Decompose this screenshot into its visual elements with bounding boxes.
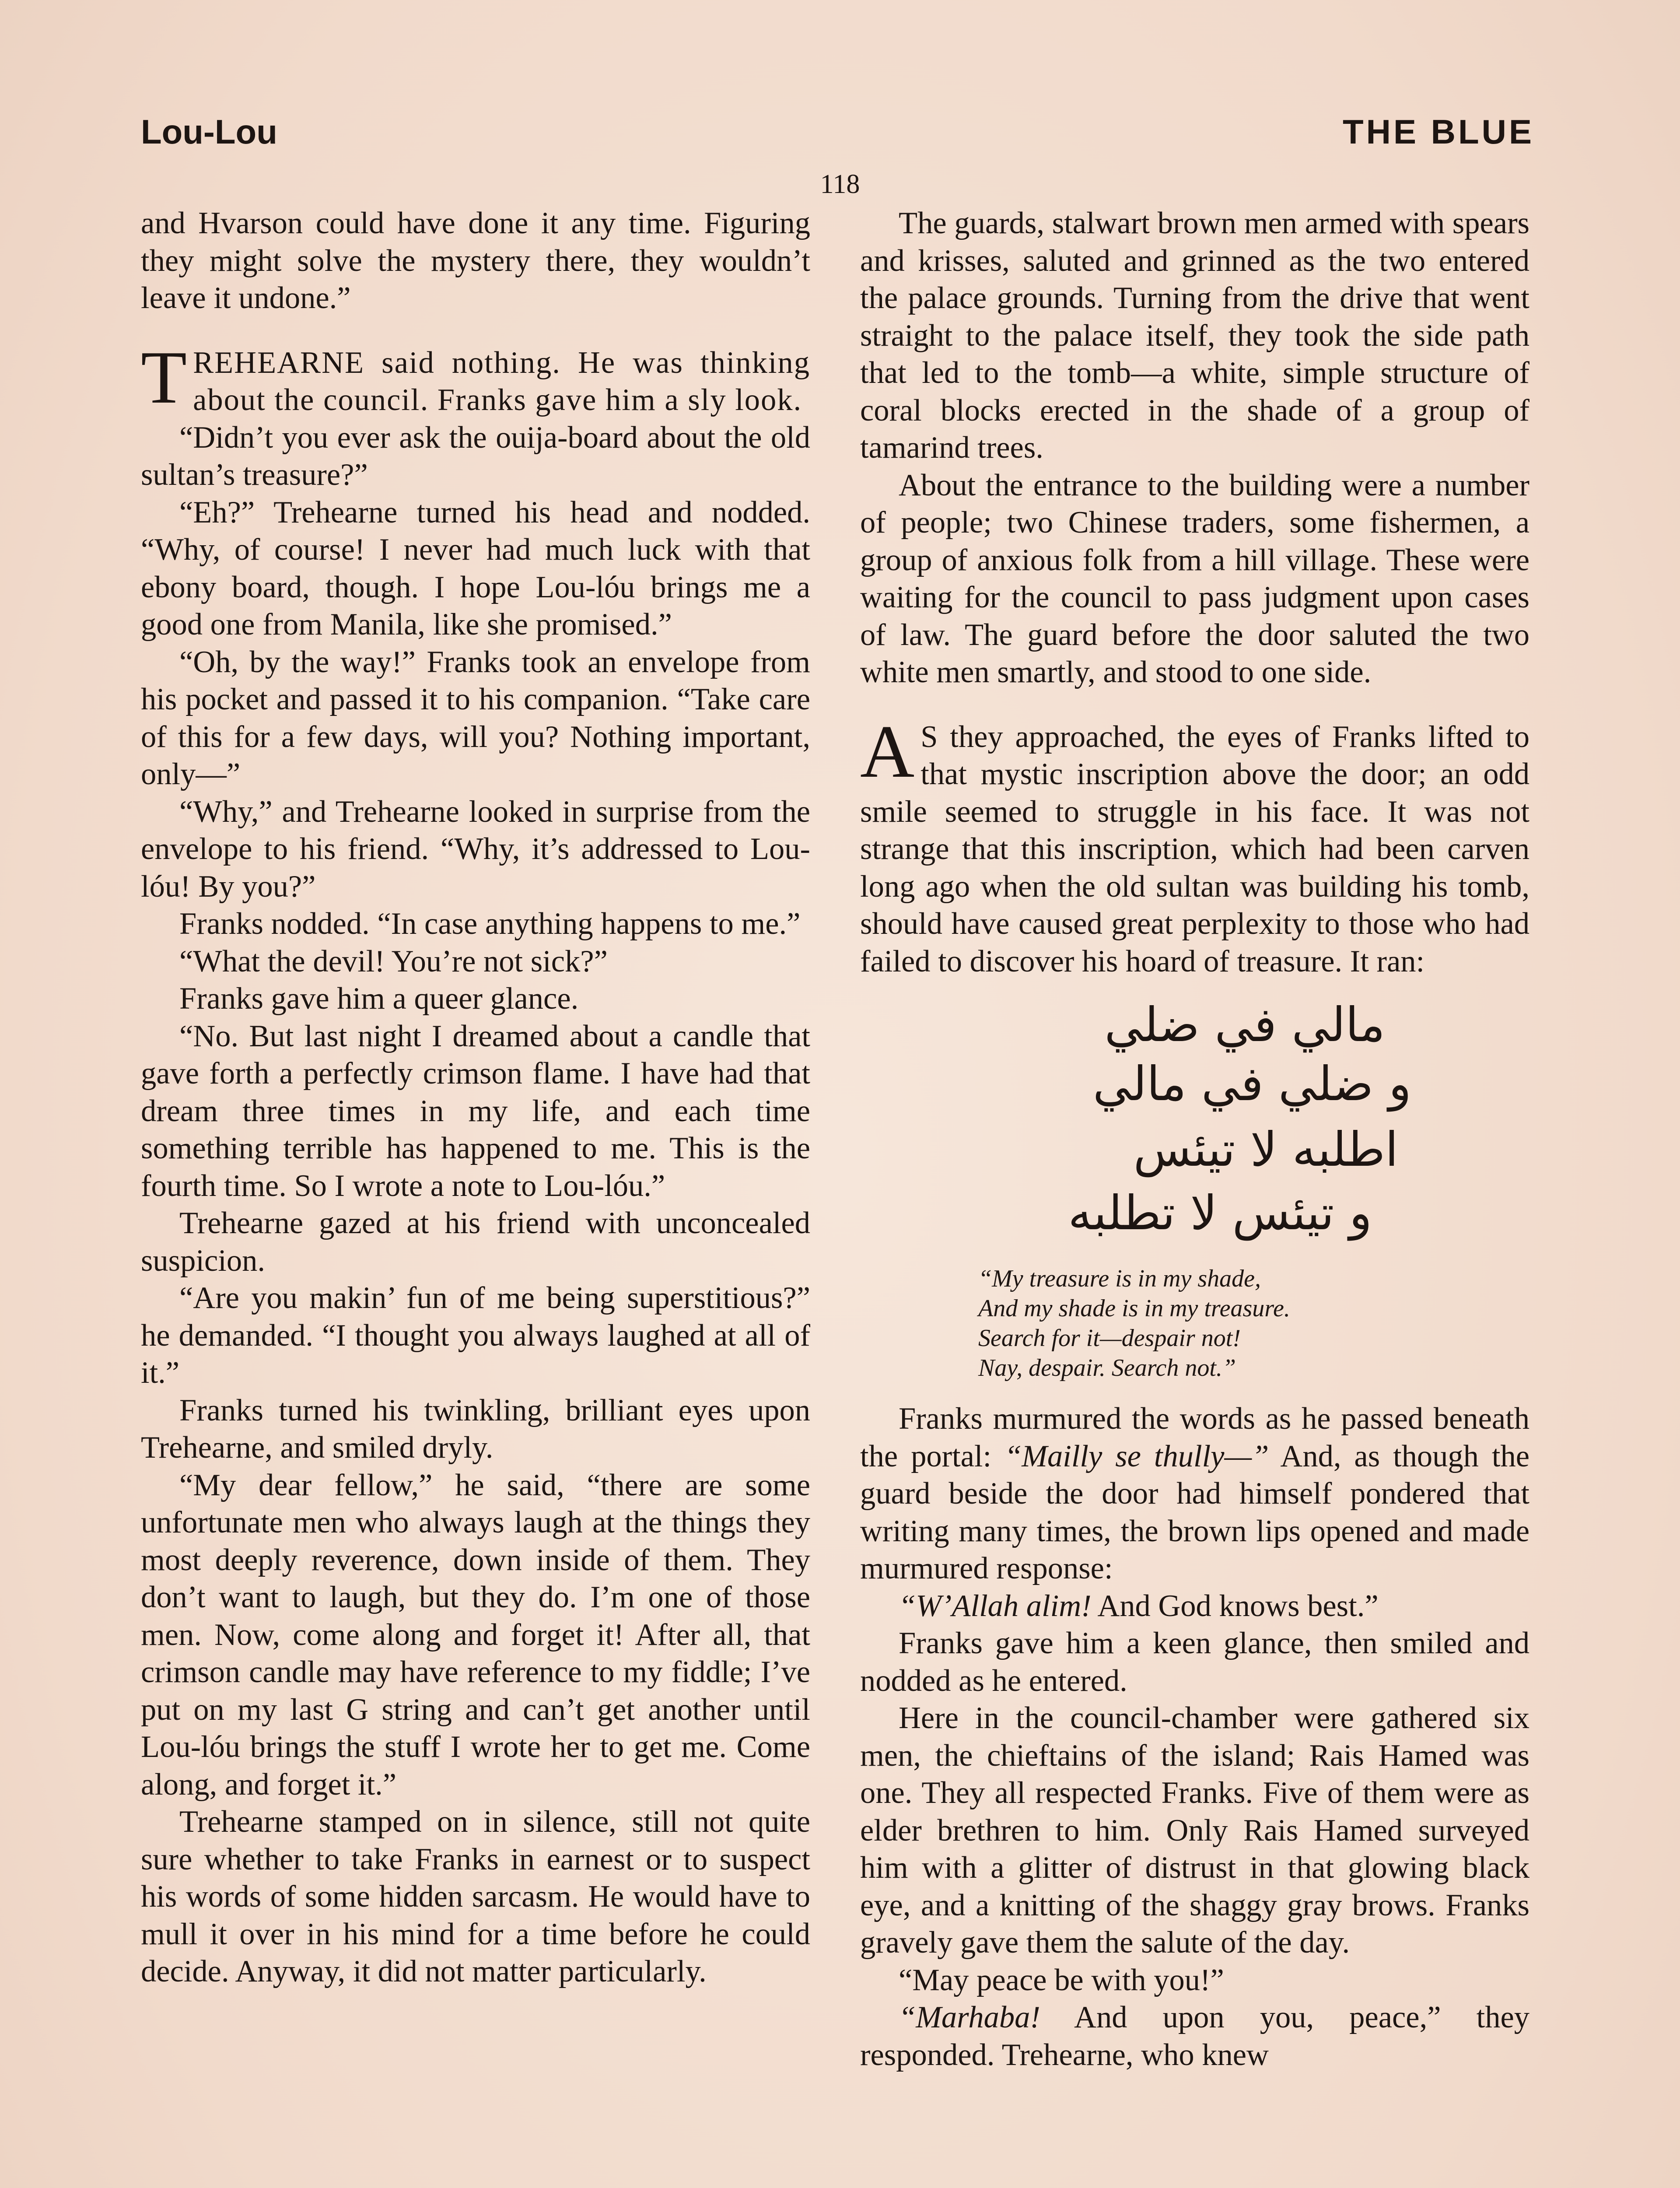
left-column [141, 205, 810, 1991]
drop-cap: T [141, 336, 187, 419]
inscription-line: و ضلي في مالي [1093, 1057, 1411, 1112]
running-head-title: Lou-Lou [141, 112, 277, 151]
paragraph: “Eh?” Trehearne turned his head and nodded. “Why, of course! I never had much luck with that ebony board, though. I hope Lou-lóu brings me a good one from Manila, like she promised.” [141, 495, 810, 642]
paragraph [860, 1400, 1530, 1588]
italic-phrase: “Mailly se thully—” [1004, 1439, 1269, 1473]
paragraph: “Didn’t you ever ask the ouija-board about the old sultan’s treasure?” [141, 420, 810, 492]
paragraph [860, 1588, 1530, 1625]
inscription-translation [978, 1264, 1530, 1383]
paragraph-dropcap [860, 710, 1530, 981]
paragraph: “Oh, by the way!” Franks took an envelope from his pocket and passed it to his companion. “Take care of this for a few days, will you? Nothing important, only—” [141, 645, 810, 791]
paragraph: Franks nodded. “In case anything happens to me.” [179, 907, 801, 941]
paragraph: The guards, stalwart brown men armed with spears and krisses, saluted and grinned as the two entered the palace grounds. Turning from the drive that went straight to the palace itself, they took the side path that led to the tomb—a white, simple structure of coral blocks erected in the shade of a group of tamarind trees. [860, 206, 1530, 465]
italic-phrase: “Marhaba! [899, 2000, 1040, 2034]
paragraph: “Why,” and Trehearne looked in surprise from the envelope to his friend. “Why, it’s addressed to Lou-lóu! By you?” [141, 794, 810, 904]
paragraph: “May peace be with you!” [899, 1963, 1224, 1997]
poem-line: Search for it—despair not! [978, 1325, 1241, 1352]
paragraph: Franks gave him a keen glance, then smiled and nodded as he entered. [860, 1626, 1530, 1698]
paragraph-text: And God knows best.” [1091, 1588, 1379, 1623]
paragraph-text: And, as though the guard beside the door had himself pondered that writing many times, the brown lips opened and made murmured response: [860, 1439, 1530, 1585]
poem-line: And my shade is in my treasure. [978, 1295, 1290, 1322]
paragraph: Trehearne gazed at his friend with unconcealed suspicion. [141, 1206, 810, 1278]
paragraph: “No. But last night I dreamed about a candle that gave forth a perfectly crimson flame. I have had that dream three times in my life, and each time something terrible has happened to me. This is the fourth time. So I wrote a note to Lou-lóu.” [141, 1019, 810, 1203]
right-column [860, 205, 1530, 2074]
paragraph-dropcap [141, 336, 810, 419]
paragraph [860, 1999, 1530, 2074]
paragraph-text: S they approached, the eyes of Franks lifted to that mystic inscription above the door; an odd smile seemed to struggle in his face. It was not strange that this inscription, which had been carven long ago when the old sultan was building his tomb, should have caused great perplexity to those who had failed to discover his hoard of treasure. It ran: [860, 719, 1530, 978]
inscription-line: و تيئس لا تطلبه [1068, 1186, 1372, 1241]
poem-line: Nay, despair. Search not.” [978, 1354, 1236, 1382]
paragraph: and Hvarson could have done it any time. Figuring they might solve the mystery there, they wouldn’t leave it undone.” [141, 206, 810, 315]
paragraph: Trehearne stamped on in silence, still not quite sure whether to take Franks in earnest or to suspect his words of some hidden sarcasm. He would have to mull it over in his mind for a time before he could decide. Anyway, it did not matter particularly. [141, 1805, 810, 1988]
paragraph: “Are you makin’ fun of me being superstitious?” he demanded. “I thought you always laughed at all of it.” [141, 1281, 810, 1390]
italic-phrase: “W’Allah alim! [899, 1588, 1092, 1623]
drop-cap: A [860, 710, 915, 793]
poem-line: “My treasure is in my shade, [978, 1265, 1261, 1292]
inscription-line: اطلبه لا تيئس [1133, 1122, 1398, 1177]
arabic-inscription [860, 997, 1530, 1251]
running-head-magazine: THE BLUE [1343, 112, 1534, 151]
inscription-line: مالي في ضلي [1104, 998, 1385, 1052]
paragraph-text: REHEARNE said nothing. He was thinking about the council. Franks gave him a sly look. [193, 345, 810, 417]
paragraph: Here in the council-chamber were gathered six men, the chieftains of the island; Rais Hamed was one. They all respected Franks. Five of them were as elder brethren to him. Only Rais Hamed surveyed him with a glitter of distrust in that glowing black eye, and a knitting of the shaggy gray brows. Franks gravely gave them the salute of the day. [860, 1701, 1530, 1960]
paragraph-text: Franks murmured the words as he passed beneath the portal: [860, 1402, 1530, 1473]
paragraph: Franks turned his twinkling, brilliant eyes upon Trehearne, and smiled dryly. [141, 1393, 810, 1465]
paragraph: “What the devil! You’re not sick?” [179, 944, 608, 978]
paragraph: Franks gave him a queer glance. [179, 982, 579, 1016]
paragraph: “My dear fellow,” he said, “there are some unfortunate men who always laugh at the things they most deeply reverence, down inside of them. They don’t want to laugh, but they do. I’m one of those men. Now, come along and forget it! After all, that crimson candle may have reference to my fiddle; I’ve put on my last G string and can’t get another until Lou-lóu brings the stuff I wrote her to get me. Come along, and forget it.” [141, 1468, 810, 1802]
paragraph: About the entrance to the building were a number of people; two Chinese traders, some fishermen, a group of anxious folk from a hill village. These were waiting for the council to pass judgment upon cases of law. The guard before the door saluted the two white men smartly, and stood to one side. [860, 468, 1530, 689]
paragraph-text: And upon you, peace,” they responded. Trehearne, who knew [860, 2000, 1530, 2072]
page-number: 118 [820, 169, 860, 199]
